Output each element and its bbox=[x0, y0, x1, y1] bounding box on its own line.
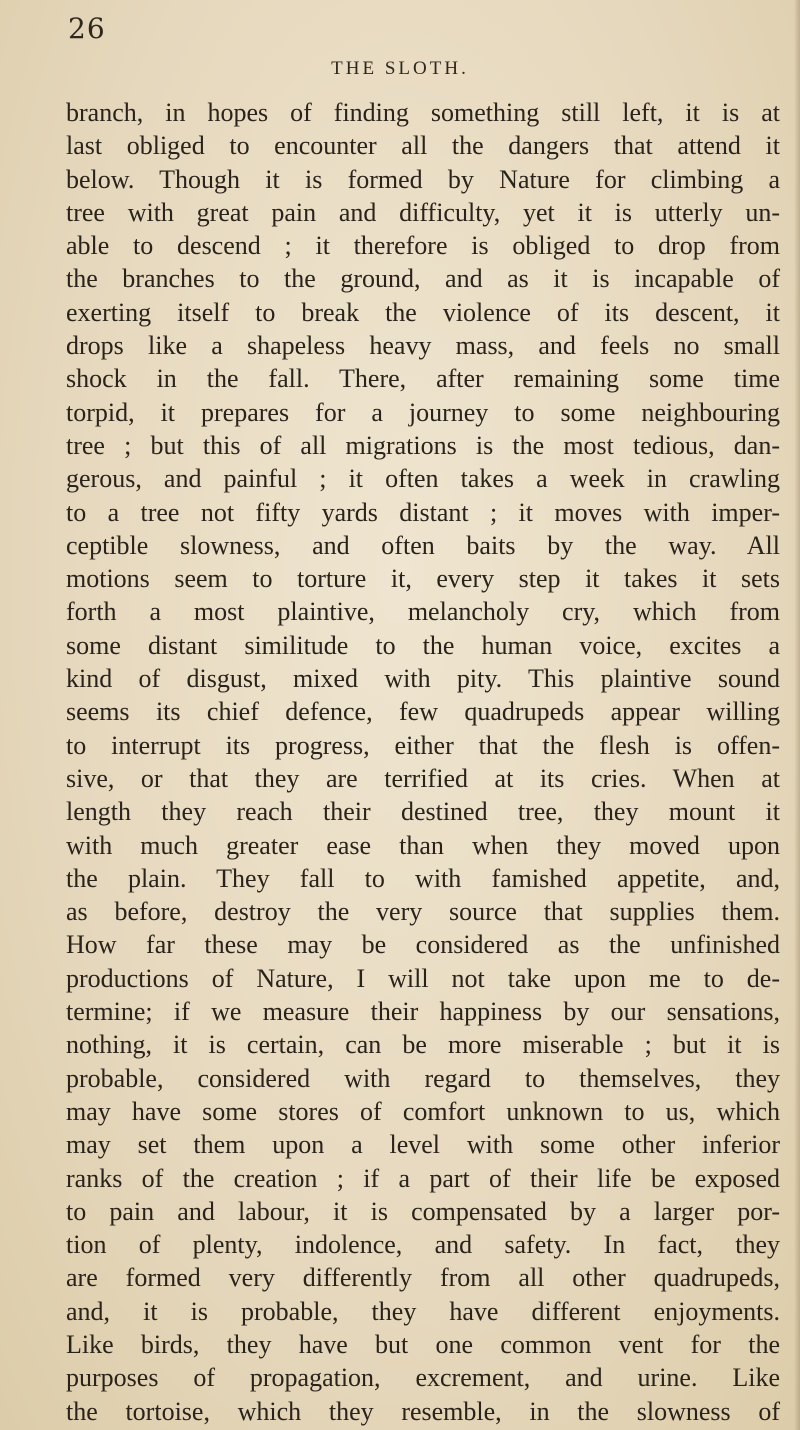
text-line: kind of disgust, mixed with pity. This plaintive sound bbox=[66, 664, 780, 694]
text-line: last obliged to encounter all the dangers that attend it bbox=[66, 131, 780, 161]
text-line: as before, destroy the very source that supplies them. bbox=[66, 897, 780, 927]
text-line: exerting itself to break the violence of its descent, it bbox=[66, 297, 780, 327]
text-line: productions of Nature, I will not take upon me to de- bbox=[66, 963, 780, 993]
text-line: may set them upon a level with some other inferior bbox=[66, 1130, 780, 1160]
text-line: branch, in hopes of finding something still left, it is at bbox=[66, 98, 780, 127]
page-edge-shadow bbox=[794, 0, 800, 1430]
text-line: some distant similitude to the human voice, excites a bbox=[66, 630, 780, 660]
page-number: 26 bbox=[68, 12, 106, 45]
text-line: the plain. They fall to with famished appetite, and, bbox=[66, 863, 780, 893]
text-line: How far these may be considered as the unfinished bbox=[66, 930, 780, 960]
text-line: ceptible slowness, and often baits by the way. All bbox=[66, 530, 780, 560]
text-line: seems its chief defence, few quadrupeds appear willing bbox=[66, 697, 780, 727]
text-line: Like birds, they have but one common vent for the bbox=[66, 1329, 780, 1359]
text-line: motions seem to torture it, every step it takes it sets bbox=[66, 564, 780, 594]
text-line: with much greater ease than when they moved upon bbox=[66, 830, 780, 860]
text-line: length they reach their destined tree, they mount it bbox=[66, 797, 780, 827]
text-line: below. Though it is formed by Nature for climbing a bbox=[66, 164, 780, 194]
text-line: tion of plenty, indolence, and safety. In fact, they bbox=[66, 1230, 780, 1260]
text-line: nothing, it is certain, can be more miserable ; but it is bbox=[66, 1030, 780, 1060]
text-line: termine; if we measure their happiness by our sensations, bbox=[66, 997, 780, 1027]
text-line: shock in the fall. There, after remaining some time bbox=[66, 364, 780, 394]
text-line: ranks of the creation ; if a part of their life be exposed bbox=[66, 1163, 780, 1193]
text-line: drops like a shapeless heavy mass, and feels no small bbox=[66, 331, 780, 361]
text-line: are formed very differently from all other quadrupeds, bbox=[66, 1263, 780, 1293]
text-line: tree with great pain and difficulty, yet it is utterly un- bbox=[66, 197, 780, 227]
text-line: tree ; but this of all migrations is the most tedious, dan- bbox=[66, 430, 780, 460]
text-line: probable, considered with regard to themselves, they bbox=[66, 1063, 780, 1093]
text-line: to a tree not fifty yards distant ; it moves with imper- bbox=[66, 497, 780, 527]
body-text bbox=[66, 96, 780, 1428]
text-line: to interrupt its progress, either that the flesh is offen- bbox=[66, 730, 780, 760]
text-line: able to descend ; it therefore is obliged to drop from bbox=[66, 231, 780, 261]
text-line: torpid, it prepares for a journey to some neighbouring bbox=[66, 397, 780, 427]
text-line: the tortoise, which they resemble, in the slowness of bbox=[66, 1396, 780, 1426]
text-line: may have some stores of comfort unknown to us, which bbox=[66, 1096, 780, 1126]
text-line: and, it is probable, they have different enjoyments. bbox=[66, 1296, 780, 1326]
text-line: purposes of propagation, excrement, and urine. Like bbox=[66, 1363, 780, 1393]
text-line: forth a most plaintive, melancholy cry, which from bbox=[66, 597, 780, 627]
text-line: the branches to the ground, and as it is incapable of bbox=[66, 264, 780, 294]
text-line: to pain and labour, it is compensated by a larger por- bbox=[66, 1196, 780, 1226]
running-head: THE SLOTH. bbox=[331, 58, 469, 79]
text-line: sive, or that they are terrified at its cries. When at bbox=[66, 763, 780, 793]
text-line: gerous, and painful ; it often takes a week in crawling bbox=[66, 464, 780, 494]
